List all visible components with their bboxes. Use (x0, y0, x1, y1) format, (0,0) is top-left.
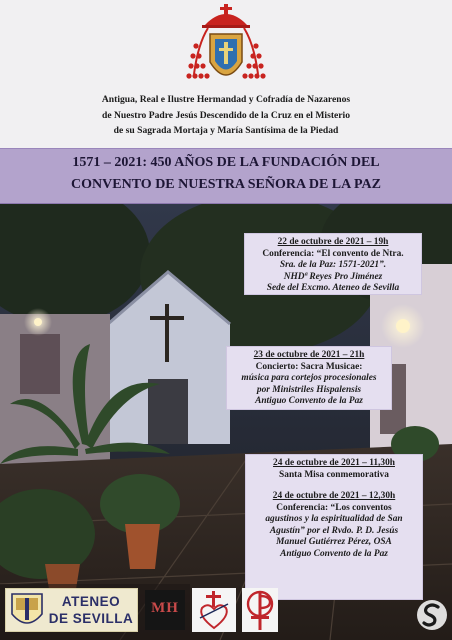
page-title (20, 152, 432, 196)
event-line: Conferencia: “Los conventos (276, 502, 392, 513)
ateneo-wordmark (46, 593, 136, 627)
event-line: Concierto: Sacra Musicae: (255, 361, 363, 372)
brotherhood-name (40, 92, 412, 139)
brotherhood-line-1: Antigua, Real e Ilustre Hermandad y Cofradía de Nazarenos (101, 94, 351, 105)
event-line: música para cortejos procesionales (241, 373, 377, 383)
event-date: 24 de octubre de 2021 – 11,30h (273, 458, 395, 468)
event-line: Manuel Gutiérrez Pérez, OSA (276, 537, 392, 547)
ateneo-line-2: DE SEVILLA (48, 611, 134, 626)
event-line: Santa Misa conmemorativa (279, 469, 389, 480)
event-date: 23 de octubre de 2021 – 21h (253, 350, 365, 360)
event-line: Agustín” por el Rvdo. P. D. Jesús (269, 525, 399, 536)
event-date: 24 de octubre de 2021 – 12,30h (272, 491, 396, 501)
event-card-3 (245, 454, 423, 600)
ateneo-line-1: ATENEO (61, 594, 121, 609)
event-spacer (250, 481, 418, 491)
event-line: Sra. de la Paz: 1571-2021”. (279, 260, 387, 270)
event-line: agustinos y la espiritualidad de San (265, 514, 403, 524)
event-line: Antiguo Convento de la Paz (280, 548, 388, 559)
event-card-2 (226, 346, 392, 410)
ateneo-logo (5, 588, 138, 632)
event-date: 22 de octubre de 2021 – 19h (277, 237, 389, 247)
cardinal-coat-of-arms-icon (186, 4, 266, 90)
event-line: Conferencia: “El convento de Ntra. (262, 248, 404, 259)
mh-logo (145, 590, 185, 630)
brotherhood-line-3: de su Sagrada Mortaja y María Santísima de la Piedad (113, 125, 339, 136)
event-line: NHDª Reyes Pro Jiménez (283, 271, 383, 282)
chi-rho-icon (242, 588, 278, 632)
title-line-1: 1571 – 2021: 450 AÑOS DE LA FUNDACIÓN DEL (72, 155, 380, 170)
title-line-2: CONVENTO DE NUESTRA SEÑORA DE LA PAZ (71, 177, 381, 192)
ateneo-shield-icon (10, 592, 44, 630)
event-line: Sede del Excmo. Ateneo de Sevilla (266, 283, 400, 293)
event-card-1 (244, 233, 422, 295)
mh-mark: MH (151, 600, 179, 616)
brotherhood-line-2: de Nuestro Padre Jesús Descendido de la Cruz en el Misterio (102, 109, 350, 121)
cross-heart-icon (192, 588, 236, 632)
s-watermark-icon (415, 596, 449, 634)
event-line: por Ministriles Hispalensis (256, 384, 362, 395)
event-line: Antiguo Convento de la Paz (255, 396, 363, 406)
